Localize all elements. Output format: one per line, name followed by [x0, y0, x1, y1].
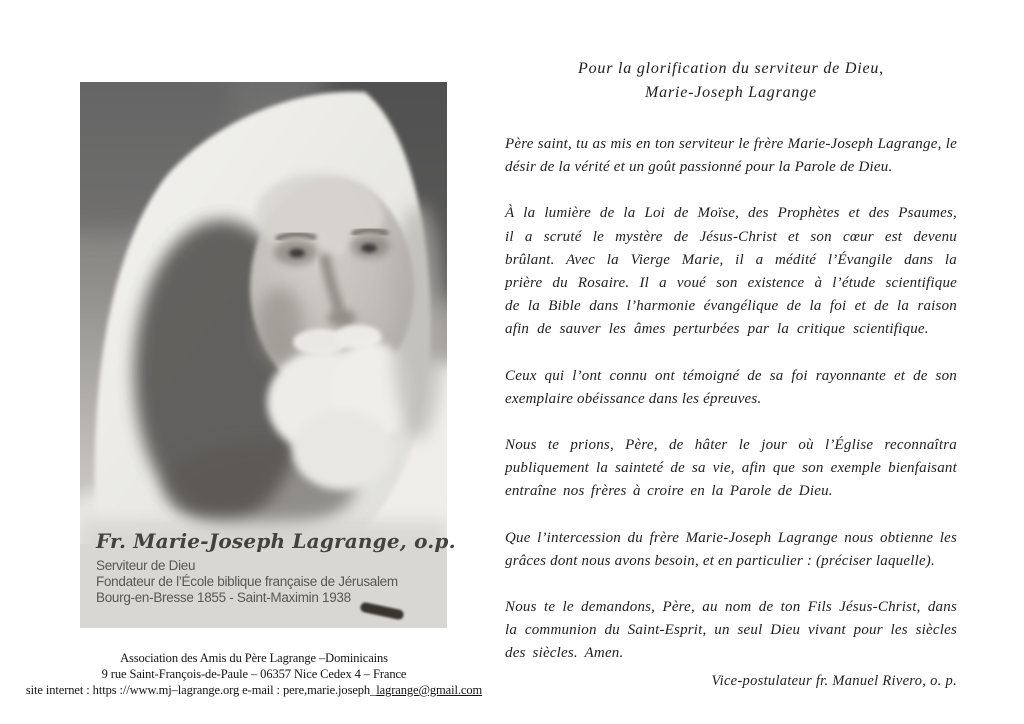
prayer-title — [505, 57, 957, 104]
prayer-paragraph-6: Nous te le demandons, Père, au nom de ton Fils Jésus-Christ, dans la communion du Saint-Esprit, un seul Dieu vivant pour les siècles des siècles. Amen. — [505, 599, 957, 662]
photo-caption-line-servant: Serviteur de Dieu — [96, 558, 196, 573]
association-address: 9 rue Saint-François-de-Paule – 06357 Nice Cedex 4 – France — [101, 667, 407, 681]
prayer-paragraph-4: Nous te prions, Père, de hâter le jour où l’Église reconnaîtra publiquement la sainteté de sa vie, afin que son exemple bienfaisant entraîne nos frères à croire en la Parole de Dieu. — [505, 437, 957, 500]
vice-postulator-signature: Vice-postulateur fr. Manuel Rivero, o. p. — [711, 672, 957, 689]
lagrange-portrait-photo — [80, 82, 456, 628]
email-plain-part: pere,marie.joseph_ — [282, 683, 377, 697]
prayer-paragraph-2: À la lumière de la Loi de Moïse, des Prophètes et des Psaumes, il a scruté le mystère de Jésus-Christ et son cœur est devenu brûlant. Avec la Vierge Marie, il a médité l’Évangile dans la prière du Rosaire. Il a voué son existence à l’étude scientifique de la Bible dans l’harmonie évangélique de la foi et de la raison afin de sauver les âmes perturbées par la critique scientifique. — [505, 205, 957, 338]
prayer-text-column — [505, 57, 957, 693]
association-contact-line — [8, 682, 500, 698]
association-name: Association des Amis du Père Lagrange –Dominicains — [120, 651, 388, 665]
association-footer — [8, 650, 500, 698]
prayer-paragraph-1: Père saint, tu as mis en ton serviteur le frère Marie-Joseph Lagrange, le désir de la vérité et un goût passionné pour la Parole de Dieu. — [505, 136, 957, 176]
prayer-title-line2: Marie-Joseph Lagrange — [645, 83, 817, 101]
prayer-paragraph-3: Ceux qui l’ont connu ont témoigné de sa foi rayonnante et de son exemplaire obéissance dans les épreuves. — [505, 367, 957, 407]
contact-prefix: site internet : https ://www.mj–lagrange.org e-mail : — [25, 683, 283, 697]
photo-caption-line-founder: Fondateur de l’École biblique française de Jérusalem — [96, 574, 398, 589]
prayer-paragraph-5: Que l’intercession du frère Marie-Joseph Lagrange nous obtienne les grâces dont nous avons besoin, et en particulier : (préciser laquelle). — [505, 529, 957, 569]
prayer-title-line1: Pour la glorification du serviteur de Dieu, — [578, 60, 884, 77]
email-link[interactable]: lagrange@gmail.com — [376, 683, 483, 697]
photo-caption-line-dates: Bourg-en-Bresse 1855 - Saint-Maximin 1938 — [96, 590, 351, 605]
photo-caption-name: Fr. Marie-Joseph Lagrange, o.p. — [96, 529, 456, 553]
photo-caption — [96, 528, 456, 606]
